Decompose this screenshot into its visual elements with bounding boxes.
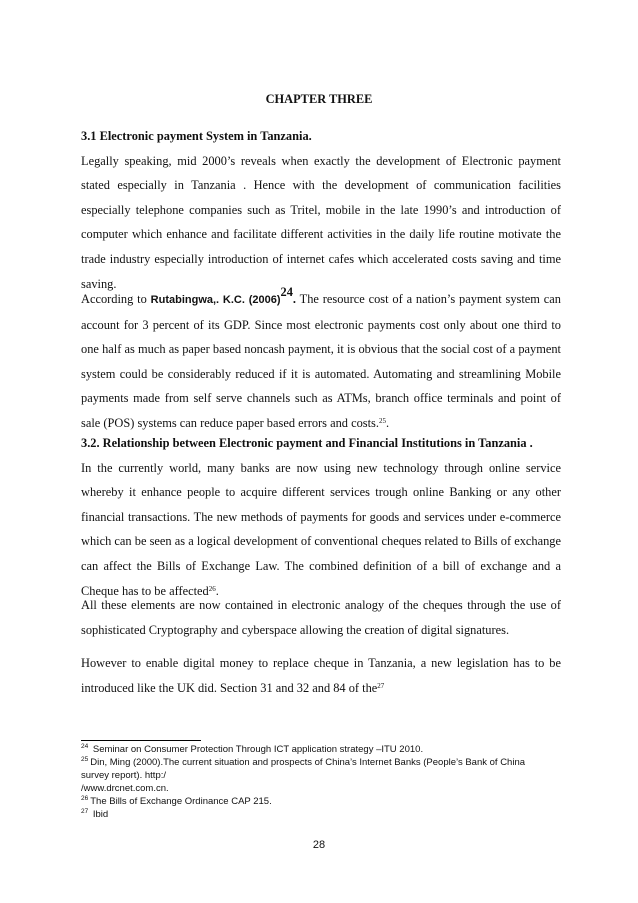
footnote-26 [81, 796, 551, 809]
chapter-title: CHAPTER THREE [265, 92, 373, 106]
paragraph-legislation [81, 651, 561, 700]
paragraph-cryptography: All these elements are now contained in electronic analogy of the cheques through the use of sophisticated Cryptography and cyberspace allowing the creation of digital signatures. [81, 598, 561, 637]
section-3-2-paragraph [81, 456, 561, 604]
page-number: 28 [312, 839, 326, 851]
footnote-ref-24: 24 [280, 285, 293, 300]
footnote-mark: 26 [81, 794, 89, 802]
footnote-mark: 27 [81, 807, 89, 815]
section-3-1-paragraph: Legally speaking, mid 2000’s reveals when exactly the development of Electronic payment stated especially in Tanzania . Hence with the development of communication facilities especially telephone companies such as Tritel, mobile in the late 1990’s and introduction of computer which enhance and facilitate different activities in the daily life routine motivate the trade industry especially introduction of internet cafes which accelerated costs saving and time saving. [81, 153, 561, 291]
footnote-ref-25: 25 [378, 417, 386, 426]
footnote-mark: 24 [81, 743, 89, 751]
footnote-text: Din, Ming (2000).The current situation and prospects of China’s Internet Banks (People’s Bank of China survey report). http:/ [81, 756, 526, 781]
footnote-text: The Bills of Exchange Ordinance CAP 215. [90, 795, 272, 807]
paragraph-legislation-text: However to enable digital money to replace cheque in Tanzania, a new legislation has to be introduced like the UK did. Section 31 and 32 and 84 of the [81, 656, 561, 695]
footnote-text: Ibid [90, 808, 109, 820]
section-3-1 [81, 124, 561, 296]
paragraph-end: . [385, 415, 390, 430]
footnote-ref-27: 27 [377, 681, 385, 690]
citation-period: . [292, 292, 297, 306]
footnote-27 [81, 809, 551, 822]
citation-author: Rutabingwa,. K.C. (2006) [150, 294, 281, 306]
section-3-2-end: . [215, 583, 219, 598]
footnote-25-continued [81, 783, 551, 796]
section-3-2 [81, 431, 561, 603]
footnotes [81, 744, 551, 821]
footnote-24 [81, 744, 551, 757]
footnote-separator [81, 740, 201, 741]
section-heading-3-2: 3.2. Relationship between Electronic payment and Financial Institutions in Tanzania . [81, 436, 533, 450]
footnote-25 [81, 757, 551, 783]
paragraph-lead: According to [81, 292, 147, 306]
paragraph-body: The resource cost of a nation’s payment system can account for 3 percent of its GDP. Since most electronic payments cost only about one third to one half as much as paper based noncash payment, it is obvious that the social cost of a payment system could be considerably reduced if it is automated. Automating and streamlining Mobile payments made from self serve channels such as ATMs, branch office terminals and point of sale (POS) systems can reduce paper based errors and costs. [81, 292, 561, 430]
footnote-mark: 25 [81, 756, 89, 764]
section-3-2-text: In the currently world, many banks are now using new technology through online service whereby it enhance people to acquire different services trough online Banking or any other financial transactions. The new methods of payments for goods and services under e-commerce which can be seen as a logical development of conventional cheques related to Bills of exchange can affect the Bills of Exchange Law. The combined definition of a bill of exchange and a Cheque has to be affected [81, 460, 561, 598]
paragraph-rutabingwa [81, 287, 561, 436]
section-heading-3-1: 3.1 Electronic payment System in Tanzania. [81, 129, 312, 143]
footnote-text: /www.drcnet.com.cn. [81, 782, 169, 794]
footnote-text: Seminar on Consumer Protection Through ICT application strategy –ITU 2010. [90, 744, 424, 755]
footnote-ref-26: 26 [208, 584, 216, 593]
